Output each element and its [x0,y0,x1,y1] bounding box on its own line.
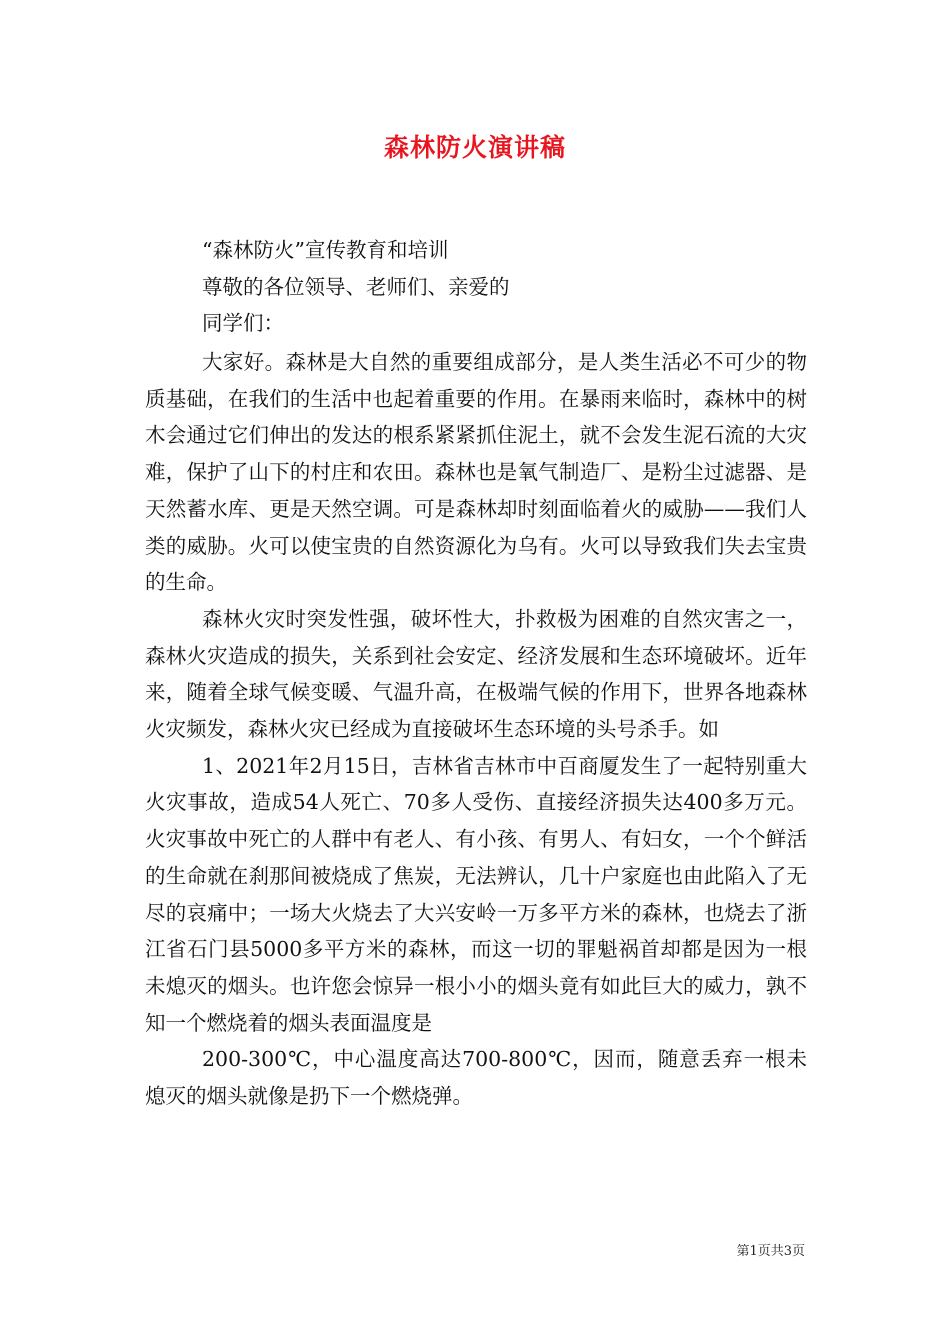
page-number: 第1页共3页 [736,1244,805,1259]
greeting-line-1: 尊敬的各位领导、老师们、亲爱的 [202,274,510,299]
page-title: 森林防火演讲稿 [383,133,566,162]
paragraph: 森林火灾时突发性强，破坏性大，扑救极为困难的自然灾害之一，森林火灾造成的损失，关系到社会安定、经济发展和生态环境破坏。近年来，随着全球气候变暖、气温升高，在极端气候的作用下，世界各地森林火灾频发，森林火灾已经成为直接破坏生态环境的头号杀手。如 [145,606,807,742]
greeting-line-2: 同学们： [202,311,284,336]
paragraph: 200-300℃，中心温度高达700-800℃，因而，随意丢弃一根未熄灭的烟头就像是扔下一个燃烧弹。 [145,1047,807,1109]
subtitle: “森林防火”宣传教育和培训 [202,238,449,262]
body-paragraphs [145,344,807,1115]
paragraph: 1、2021年2月15日，吉林省吉林市中百商厦发生了一起特别重大火灾事故，造成54人死亡、70多人受伤、直接经济损失达400多万元。火灾事故中死亡的人群中有老人、有小孩、有男人、有妇女，一个个鲜活的生命就在刹那间被烧成了焦炭，无法辨认，几十户家庭也由此陷入了无尽的哀痛中；一场大火烧去了大兴安岭一万多平方米的森林，也烧去了浙江省石门县5000多平方米的森林，而这一切的罪魁祸首却都是因为一根未熄灭的烟头。也许您会惊异一根小小的烟头竟有如此巨大的威力，孰不知一个燃烧着的烟头表面温度是 [145,753,807,1035]
paragraph: 大家好。森林是大自然的重要组成部分，是人类生活必不可少的物质基础，在我们的生活中也起着重要的作用。在暴雨来临时，森林中的树木会通过它们伸出的发达的根系紧紧抓住泥土，就不会发生泥石流的大灾难，保护了山下的村庄和农田。森林也是氧气制造厂、是粉尘过滤器、是天然蓄水库、更是天然空调。可是森林却时刻面临着火的威胁——我们人类的威胁。火可以使宝贵的自然资源化为乌有。火可以导致我们失去宝贵的生命。 [145,350,807,595]
intro-block [145,232,807,342]
